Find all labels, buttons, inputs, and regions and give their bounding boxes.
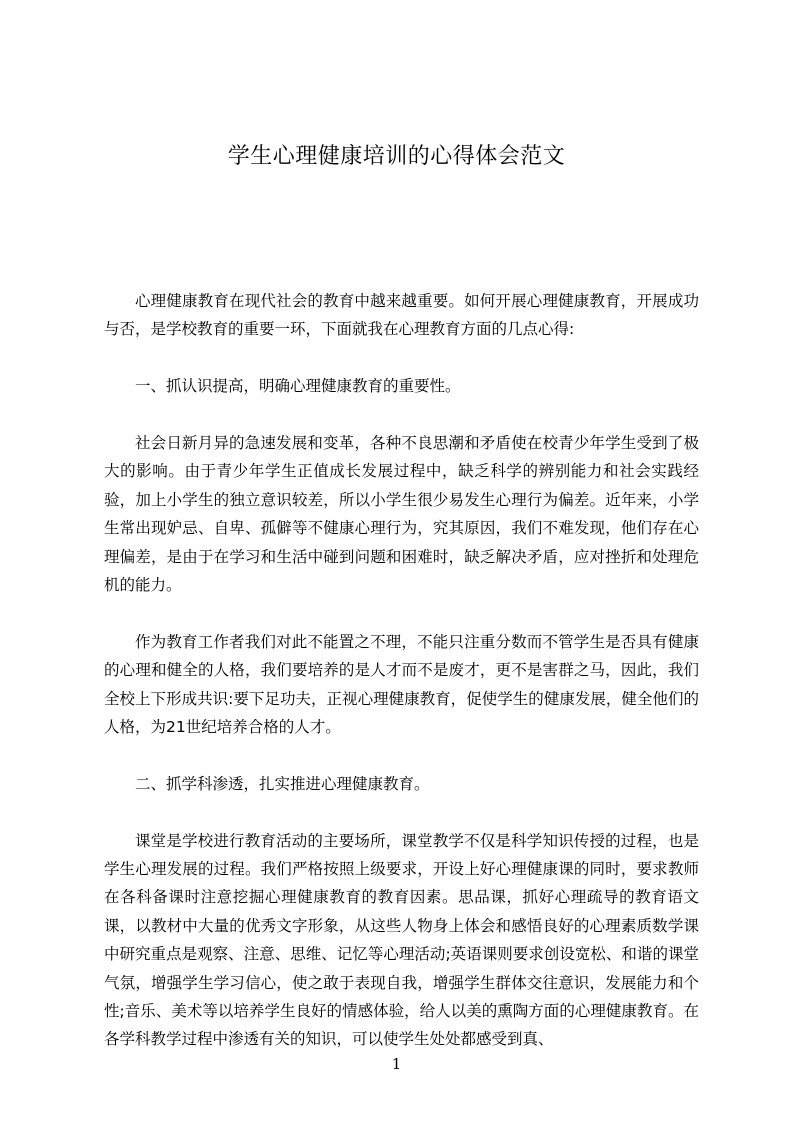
document-body [104,287,699,1054]
paragraph-gap [104,741,699,769]
page-number: 1 [391,1055,402,1073]
body-paragraph-2: 作为教育工作者我们对此不能置之不理，不能只注重分数而不管学生是否具有健康的心理和健全的人格，我们要培养的是人才而不是废才，更不是害群之马，因此，我们全校上下形成共识:要下足功夫，正视心理健康教育，促使学生的健康发展，健全他们的人格，为21世纪培养合格的人才。 [104,632,699,737]
document-title: 学生心理健康培训的心得体会范文 [227,144,566,169]
paragraph-gap [104,599,699,627]
section-heading-1: 一、抓认识提高，明确心理健康教育的重要性。 [135,377,461,396]
intro-paragraph: 心理健康教育在现代社会的教育中越来越重要。如何开展心理健康教育，开展成功与否，是学校教育的重要一环，下面就我在心理教育方面的几点心得: [104,292,699,339]
paragraph-gap [104,401,699,429]
paragraph-gap [104,798,699,826]
body-paragraph-1: 社会日新月异的急速发展和变革，各种不良思潮和矛盾使在校青少年学生受到了极大的影响。由于青少年学生正值成长发展过程中，缺乏科学的辨别能力和社会实践经验，加上小学生的独立意识较差，所以小学生很少易发生心理行为偏差。近年来，小学生常出现妒忌、自卑、孤僻等不健康心理行为，究其原因，我们不难发现，他们存在心理偏差，是由于在学习和生活中碰到问题和困难时，缺乏解决矛盾，应对挫折和处理危机的能力。 [104,434,699,595]
section-heading-2: 二、抓学科渗透，扎实推进心理健康教育。 [135,774,430,793]
paragraph-gap [104,344,699,372]
body-paragraph-3: 课堂是学校进行教育活动的主要场所，课堂教学不仅是科学知识传授的过程，也是学生心理发展的过程。我们严格按照上级要求，开设上好心理健康课的同时，要求教师在各科备课时注意挖掘心理健康教育的教育因素。思品课，抓好心理疏导的教育语文课，以教材中大量的优秀文字形象，从这些人物身上体会和感悟良好的心理素质数学课中研究重点是观察、注意、思维、记忆等心理活动;英语课则要求创设宽松、和谐的课堂气氛，增强学生学习信心，使之敢于表现自我，增强学生群体交往意识，发展能力和个性;音乐、美术等以培养学生良好的情感体验，给人以美的熏陶方面的心理健康教育。在各学科教学过程中渗透有关的知识，可以使学生处处都感受到真、 [104,831,699,1049]
